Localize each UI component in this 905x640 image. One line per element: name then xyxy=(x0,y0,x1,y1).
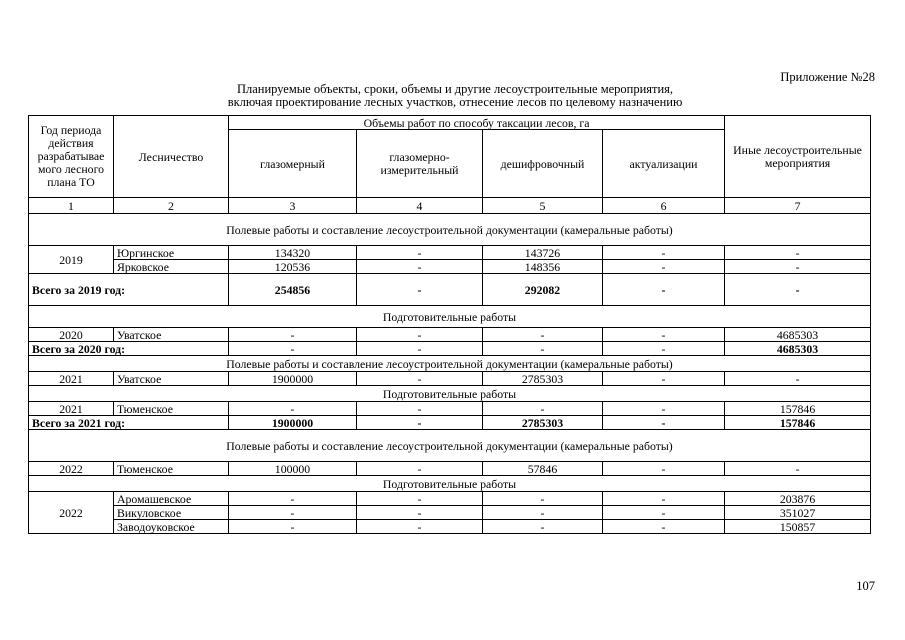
update-cell: - xyxy=(603,246,725,260)
update-cell: - xyxy=(603,260,725,274)
decoding-cell: 143726 xyxy=(483,246,603,260)
other-cell: 157846 xyxy=(725,402,871,416)
visual-cell: 100000 xyxy=(229,462,357,476)
column-number: 1 xyxy=(29,198,114,214)
total-label: Всего за 2020 год: xyxy=(29,342,229,356)
update-cell: - xyxy=(603,402,725,416)
decoding-cell: 2785303 xyxy=(483,372,603,386)
document-title xyxy=(205,83,705,109)
header-visual-measuring: глазомерно-измерительный xyxy=(357,130,483,198)
other-cell: - xyxy=(725,372,871,386)
visual-measuring-total: - xyxy=(357,342,483,356)
table-row xyxy=(29,506,871,520)
decoding-total: 292082 xyxy=(483,274,603,306)
update-cell: - xyxy=(603,462,725,476)
other-total: - xyxy=(725,274,871,306)
column-numbers-row xyxy=(29,198,871,214)
visual-measuring-cell: - xyxy=(357,402,483,416)
visual-cell: 134320 xyxy=(229,246,357,260)
section-heading-field-works: Полевые работы и составление лесоустроительной документации (камеральные работы) xyxy=(29,430,871,462)
visual-cell: - xyxy=(229,520,357,534)
other-cell: 351027 xyxy=(725,506,871,520)
visual-measuring-cell: - xyxy=(357,520,483,534)
visual-measuring-cell: - xyxy=(357,246,483,260)
table-row xyxy=(29,520,871,534)
forestry-cell: Ярковское xyxy=(114,260,229,274)
visual-measuring-total: - xyxy=(357,416,483,430)
visual-measuring-cell: - xyxy=(357,492,483,506)
header-update: актуализации xyxy=(603,130,725,198)
visual-total: 254856 xyxy=(229,274,357,306)
update-cell: - xyxy=(603,492,725,506)
column-number: 6 xyxy=(603,198,725,214)
total-label: Всего за 2021 год: xyxy=(29,416,229,430)
update-total: - xyxy=(603,416,725,430)
table-row xyxy=(29,462,871,476)
forest-planning-table xyxy=(28,115,871,534)
section-heading-field-works: Полевые работы и составление лесоустроительной документации (камеральные работы) xyxy=(29,356,871,372)
year-cell: 2022 xyxy=(29,462,114,476)
decoding-total: - xyxy=(483,342,603,356)
visual-measuring-cell: - xyxy=(357,260,483,274)
header-volumes-group: Объемы работ по способу таксации лесов, га xyxy=(229,116,725,130)
table-row xyxy=(29,402,871,416)
visual-cell: 1900000 xyxy=(229,372,357,386)
total-row xyxy=(29,274,871,306)
header-decoding: дешифровочный xyxy=(483,130,603,198)
column-number: 3 xyxy=(229,198,357,214)
section-heading-preparatory: Подготовительные работы xyxy=(29,386,871,402)
visual-measuring-cell: - xyxy=(357,462,483,476)
forestry-cell: Тюменское xyxy=(114,462,229,476)
other-cell: - xyxy=(725,246,871,260)
table-row xyxy=(29,492,871,506)
update-cell: - xyxy=(603,520,725,534)
visual-measuring-total: - xyxy=(357,274,483,306)
visual-total: - xyxy=(229,342,357,356)
section-heading-preparatory: Подготовительные работы xyxy=(29,306,871,328)
table-row xyxy=(29,328,871,342)
update-cell: - xyxy=(603,372,725,386)
title-line-1: Планируемые объекты, сроки, объемы и другие лесоустроительные мероприятия, xyxy=(236,82,674,96)
decoding-total: 2785303 xyxy=(483,416,603,430)
forestry-cell: Юргинское xyxy=(114,246,229,260)
visual-cell: - xyxy=(229,402,357,416)
total-row xyxy=(29,416,871,430)
title-line-2: включая проектирование лесных участков, отнесение лесов по целевому назначению xyxy=(227,95,683,109)
decoding-cell: - xyxy=(483,520,603,534)
column-number: 4 xyxy=(357,198,483,214)
forestry-cell: Заводоуковское xyxy=(114,520,229,534)
table-row xyxy=(29,372,871,386)
other-total: 4685303 xyxy=(725,342,871,356)
decoding-cell: - xyxy=(483,402,603,416)
other-total: 157846 xyxy=(725,416,871,430)
visual-total: 1900000 xyxy=(229,416,357,430)
update-total: - xyxy=(603,274,725,306)
visual-measuring-cell: - xyxy=(357,506,483,520)
column-number: 5 xyxy=(483,198,603,214)
visual-cell: - xyxy=(229,492,357,506)
other-cell: - xyxy=(725,260,871,274)
update-cell: - xyxy=(603,328,725,342)
table-row xyxy=(29,260,871,274)
table-row xyxy=(29,246,871,260)
forestry-cell: Аромашевское xyxy=(114,492,229,506)
header-forestry: Лесничество xyxy=(114,116,229,198)
annex-label: Приложение №28 xyxy=(780,70,875,84)
other-cell: - xyxy=(725,462,871,476)
column-number: 2 xyxy=(114,198,229,214)
visual-measuring-cell: - xyxy=(357,328,483,342)
section-heading-preparatory: Подготовительные работы xyxy=(29,476,871,492)
column-number: 7 xyxy=(725,198,871,214)
visual-measuring-cell: - xyxy=(357,372,483,386)
other-cell: 203876 xyxy=(725,492,871,506)
update-cell: - xyxy=(603,506,725,520)
decoding-cell: 148356 xyxy=(483,260,603,274)
update-total: - xyxy=(603,342,725,356)
decoding-cell: 57846 xyxy=(483,462,603,476)
other-cell: 4685303 xyxy=(725,328,871,342)
decoding-cell: - xyxy=(483,328,603,342)
total-label: Всего за 2019 год: xyxy=(29,274,229,306)
page-number: 107 xyxy=(856,579,875,593)
visual-cell: - xyxy=(229,328,357,342)
section-heading-field-works: Полевые работы и составление лесоустроительной документации (камеральные работы) xyxy=(29,214,871,246)
year-cell: 2021 xyxy=(29,402,114,416)
visual-cell: - xyxy=(229,506,357,520)
visual-cell: 120536 xyxy=(229,260,357,274)
forestry-cell: Уватское xyxy=(114,372,229,386)
year-cell: 2022 xyxy=(29,492,114,534)
header-year: Год периода действия разрабатывае мого лесного плана ТО xyxy=(29,116,114,198)
year-cell: 2019 xyxy=(29,246,114,274)
decoding-cell: - xyxy=(483,492,603,506)
other-cell: 150857 xyxy=(725,520,871,534)
forestry-cell: Уватское xyxy=(114,328,229,342)
header-visual: глазомерный xyxy=(229,130,357,198)
year-cell: 2020 xyxy=(29,328,114,342)
decoding-cell: - xyxy=(483,506,603,520)
year-cell: 2021 xyxy=(29,372,114,386)
header-other: Иные лесоустроительные мероприятия xyxy=(725,116,871,198)
total-row xyxy=(29,342,871,356)
forestry-cell: Викуловское xyxy=(114,506,229,520)
forestry-cell: Тюменское xyxy=(114,402,229,416)
